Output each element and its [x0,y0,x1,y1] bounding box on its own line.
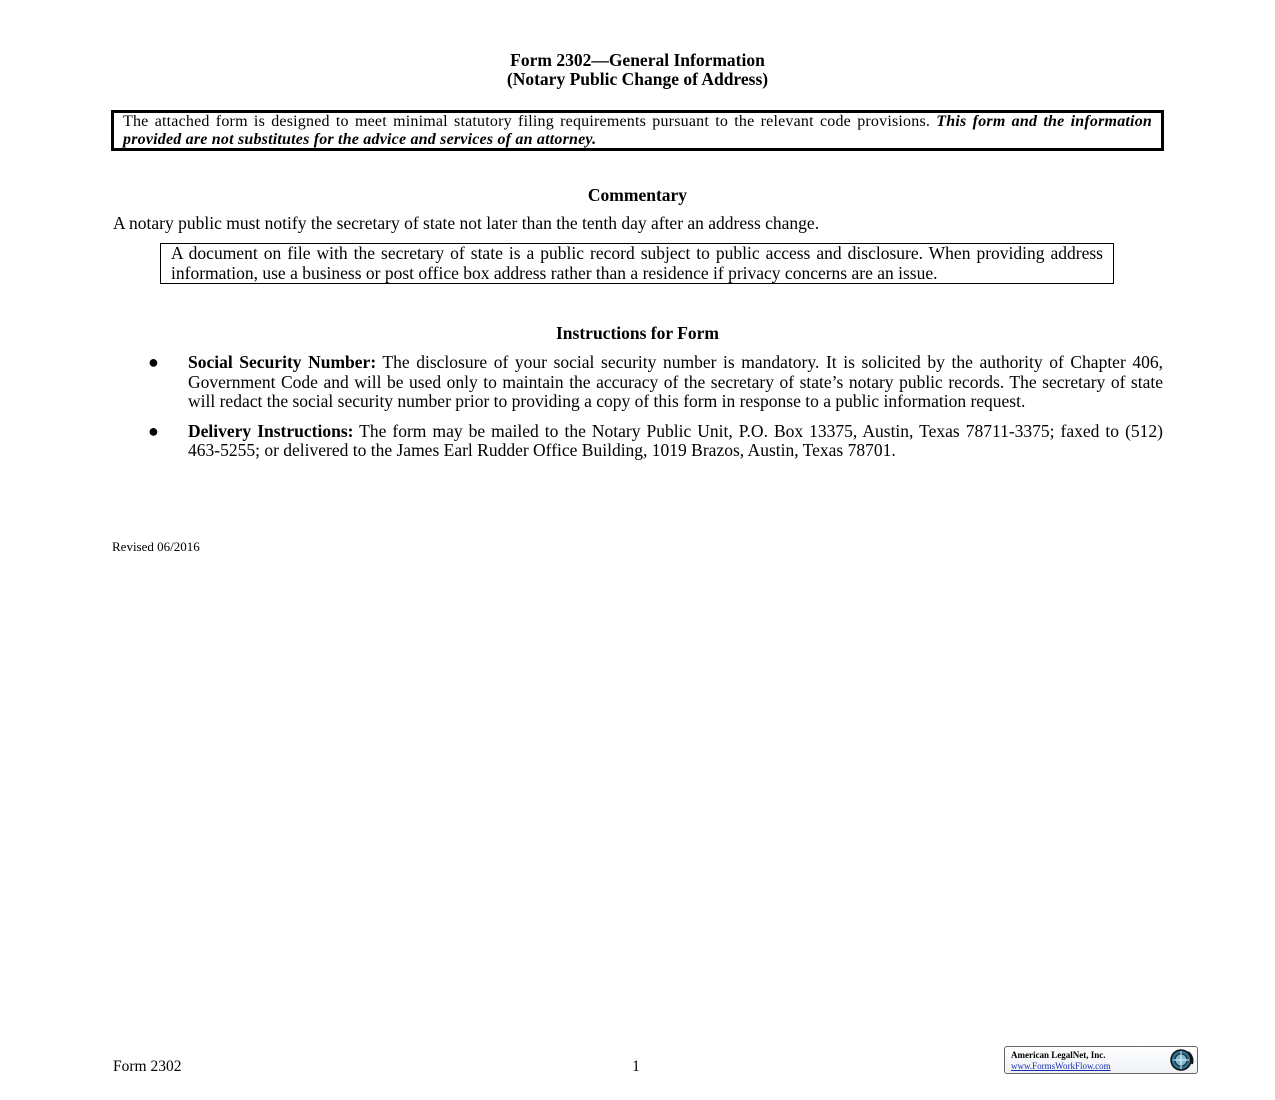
ssn-text: The disclosure of your social security number is mandatory. It is solicited by the authority of Chapter 406, Government Code and will be used only to maintain the accuracy of the secretary of state’s notary public records. The secretary of state will redact the social security number prior to providing a copy of this form in response to a public information request. [188,352,1163,412]
instructions-list [148,353,1163,471]
footer-form-number: Form 2302 [113,1058,182,1075]
commentary-heading: Commentary [587,185,688,205]
disclaimer-box [111,110,1164,151]
logo-link[interactable]: www.FormsWorkFlow.com [1011,1061,1111,1071]
privacy-note-box: A document on file with the secretary of state is a public record subject to public access and disclosure. When providing address information, use a business or post office box address rather than a residence if privacy concerns are an issue. [160,243,1114,284]
page-number: 1 [632,1058,640,1075]
commentary-text: A notary public must notify the secretary of state not later than the tenth day after an address change. [113,213,820,233]
list-item [148,422,1163,461]
bullet-icon: ● [148,420,159,441]
instructions-heading: Instructions for Form [556,323,719,343]
form-subtitle: (Notary Public Change of Address) [506,69,769,89]
globe-icon [1168,1048,1194,1072]
ssn-label: Social Security Number: [188,352,377,372]
disclaimer-emphasis: This form and the information provided are not substitutes for the advice and services of an attorney. [123,113,1152,148]
delivery-text: The form may be mailed to the Notary Public Unit, P.O. Box 13375, Austin, Texas 78711-3375; faxed to (512) 463-5255; or delivered to the James Earl Rudder Office Building, 1019 Brazos, Austin, Texas 78701. [188,420,1163,461]
revision-date: Revised 06/2016 [112,539,200,554]
disclaimer-text: The attached form is designed to meet minimal statutory filing requirements pursuant to the relevant code provisions. [123,113,937,130]
logo-company: American LegalNet, Inc. [1011,1050,1106,1060]
form-title: Form 2302—General Information [510,50,765,70]
bullet-icon: ● [148,352,159,372]
delivery-label: Delivery Instructions: [188,420,354,441]
publisher-logo[interactable] [1004,1046,1198,1074]
list-item [148,353,1163,412]
